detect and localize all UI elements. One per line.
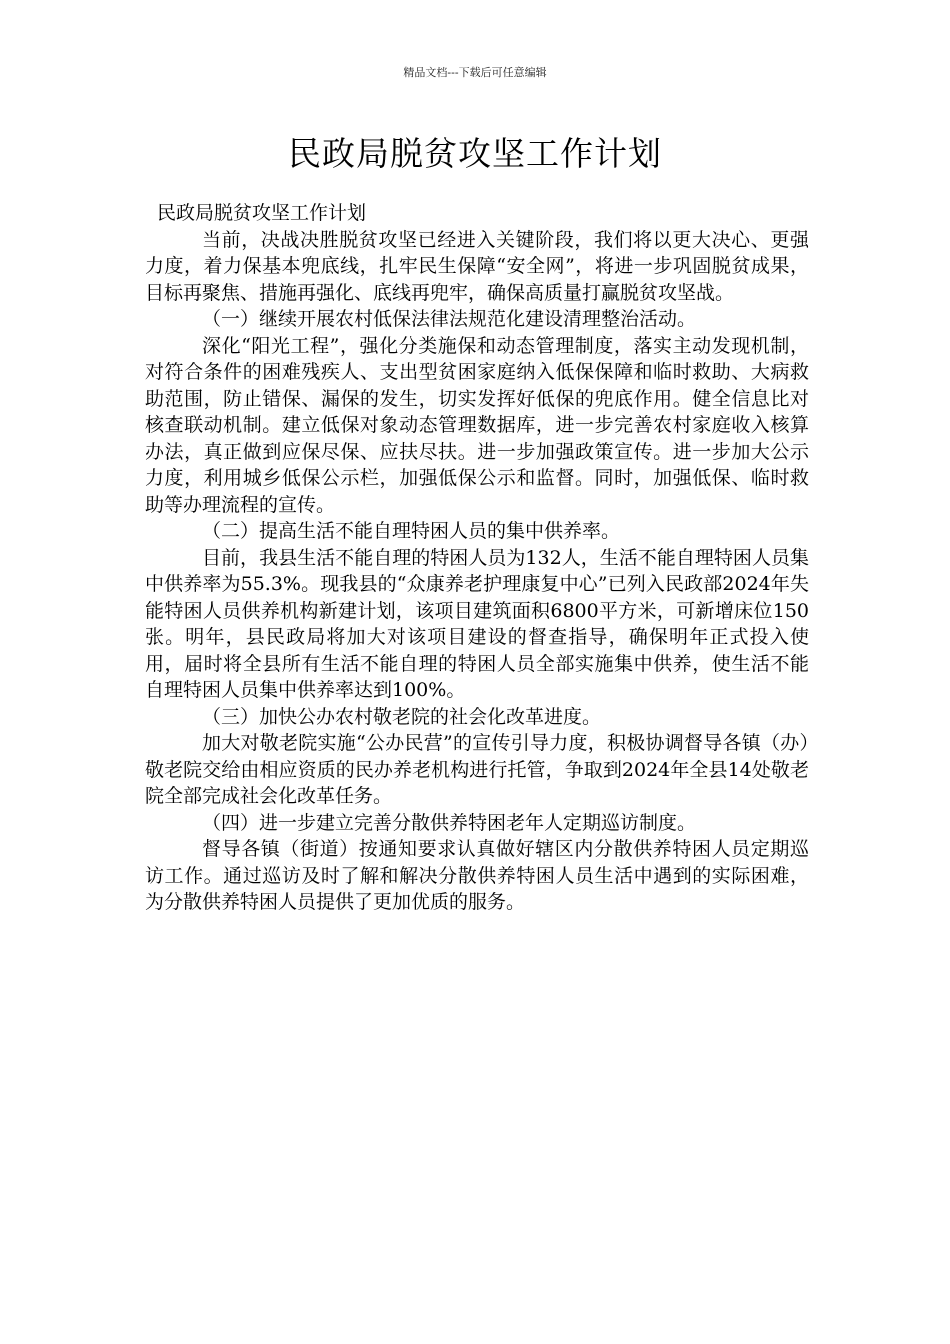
section-heading-4: （四）进一步建立完善分散供养特困老年人定期巡访制度。 bbox=[202, 811, 697, 834]
document-body bbox=[145, 200, 809, 916]
section-heading-3: （三）加快公办农村敬老院的社会化改革进度。 bbox=[202, 705, 602, 728]
section-heading-1: （一）继续开展农村低保法律法规范化建设清理整治活动。 bbox=[202, 308, 697, 330]
section-paragraph-2: 目前，我县生活不能自理的特困人员为132人，生活不能自理特困人员集中供养率为55.3%。现我县的“众康养老护理康复中心”已列入民政部2024年失能特困人员供养机构新建计划，该项目建筑面积6800平方米，可新增床位150张。明年，县民政局将加大对该项目建设的督查指导，确保明年正式投入使用，届时将全县所有生活不能自理的特困人员全部实施集中供养，使生活不能自理特困人员集中供养率达到100%。 bbox=[145, 546, 809, 701]
section-paragraph-1: 深化“阳光工程”，强化分类施保和动态管理制度，落实主动发现机制，对符合条件的困难残疾人、支出型贫困家庭纳入低保保障和临时救助、大病救助范围，防止错保、漏保的发生，切实发挥好低保的兜底作用。健全信息比对核查联动机制。建立低保对象动态管理数据库，进一步完善农村家庭收入核算办法，真正做到应保尽保、应扶尽扶。进一步加强政策宣传。进一步加大公示力度，利用城乡低保公示栏，加强低保公示和监督。同时，加强低保、临时救助等办理流程的宣传。 bbox=[145, 334, 809, 516]
intro-paragraph: 当前，决战决胜脱贫攻坚已经进入关键阶段，我们将以更大决心、更强力度，着力保基本兜底线，扎牢民生保障“安全网”，将进一步巩固脱贫成果，目标再聚焦、措施再强化、底线再兜牢，确保高质量打赢脱贫攻坚战。 bbox=[145, 228, 809, 304]
section-paragraph-4: 督导各镇（街道）按通知要求认真做好辖区内分散供养特困人员定期巡访工作。通过巡访及时了解和解决分散供养特困人员生活中遇到的实际困难，为分散供养特困人员提供了更加优质的服务。 bbox=[145, 838, 809, 913]
section-paragraph-3: 加大对敬老院实施“公办民营”的宣传引导力度，积极协调督导各镇（办）敬老院交给由相应资质的民办养老机构进行托管，争取到2024年全县14处敬老院全部完成社会化改革任务。 bbox=[145, 732, 809, 807]
page-header: 精品文档---下载后可任意编辑 bbox=[403, 66, 547, 79]
document-subtitle: 民政局脱贫攻坚工作计划 bbox=[157, 202, 367, 224]
document-title: 民政局脱贫攻坚工作计划 bbox=[288, 134, 662, 173]
section-heading-2: （二）提高生活不能自理特困人员的集中供养率。 bbox=[202, 520, 621, 542]
